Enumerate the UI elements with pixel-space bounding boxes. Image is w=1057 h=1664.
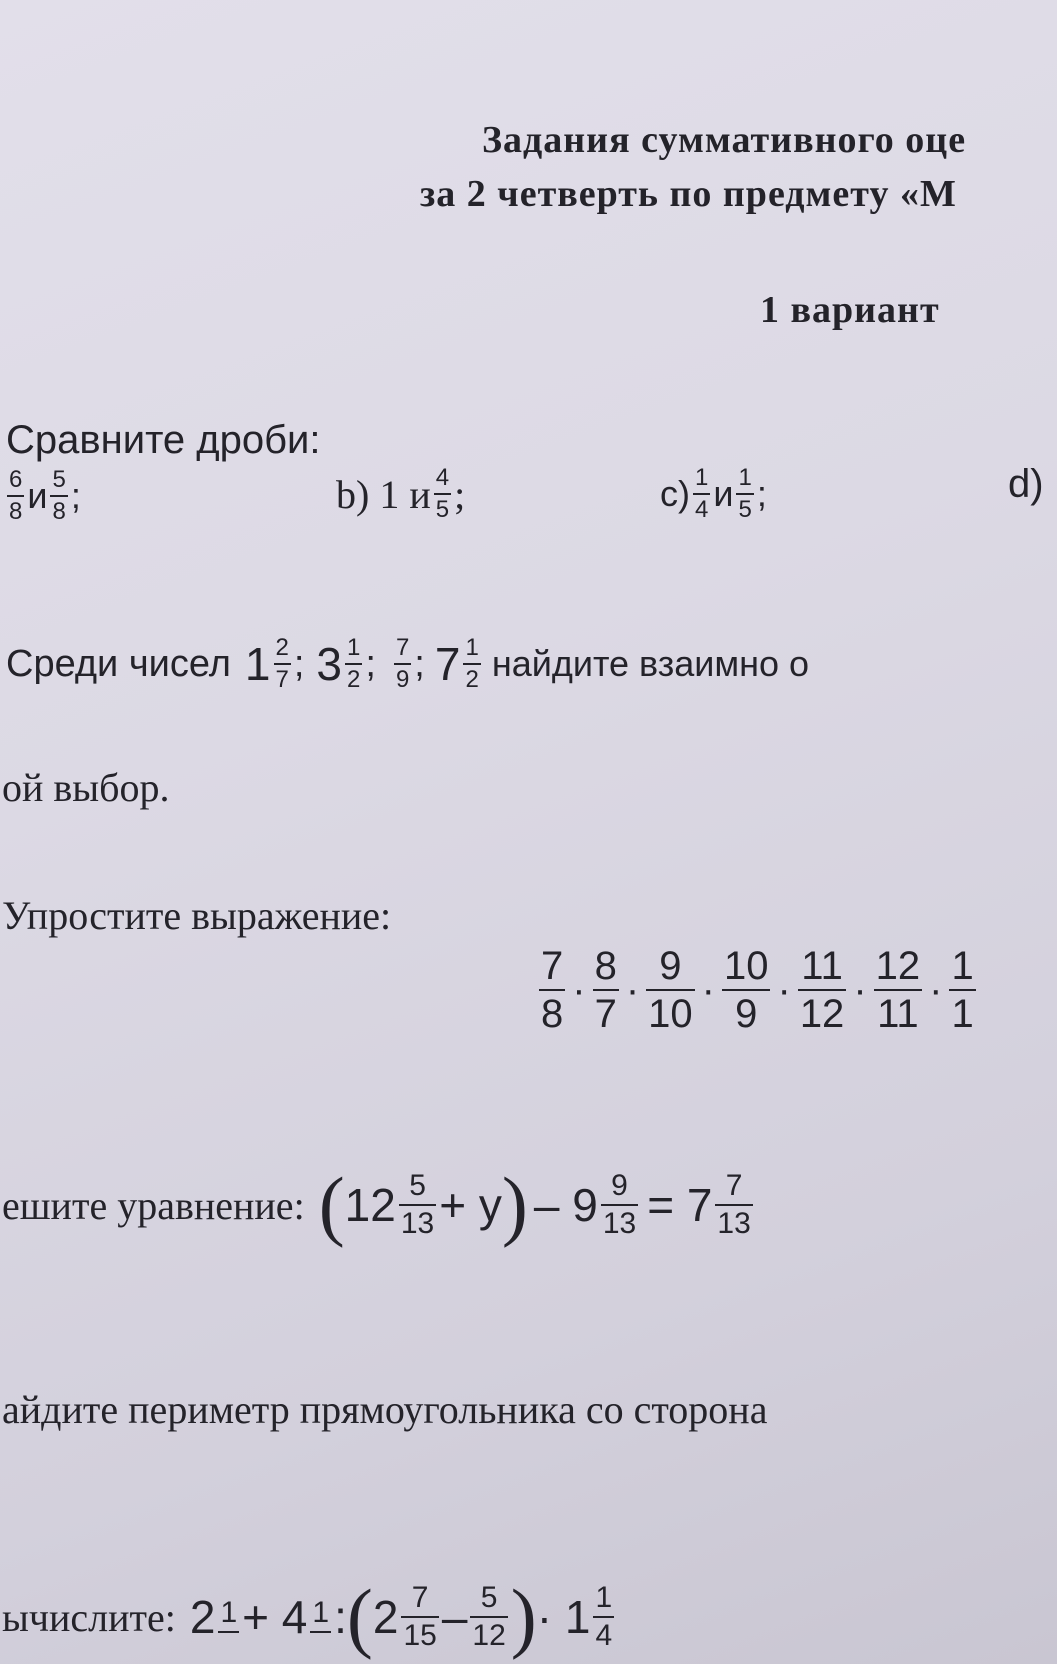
task5-text: айдите периметр прямоугольника со сторона <box>2 1387 768 1432</box>
fraction: $\frac{8}{7}$ <box>594 944 617 1036</box>
fraction: $\frac{5}{12}$ <box>472 1581 506 1652</box>
fraction: $\frac{4}{5}$ <box>435 464 450 523</box>
fraction: $\frac{1}{5}$ <box>738 464 752 523</box>
multiply-dot: · <box>929 967 943 1012</box>
multiply-dot: · <box>701 967 715 1012</box>
header-title-line1: Задания суммативного оце <box>482 119 967 161</box>
multiply-dot: · <box>625 967 640 1012</box>
fraction: 1 <box>310 1598 331 1636</box>
fraction: $\frac{9}{13}$ <box>602 1169 637 1240</box>
task1-item-d: d) <box>1008 462 1044 506</box>
task2-line2: ой выбор. <box>2 765 170 810</box>
fraction: $\frac{2}{7}$ <box>275 634 289 693</box>
fraction: $\frac{10}{9}$ <box>723 944 769 1036</box>
header-title-line2: за 2 четверть по предмету «М <box>420 173 957 215</box>
multiply-dot: · <box>572 967 586 1012</box>
fraction: $\frac{7}{13}$ <box>717 1169 751 1240</box>
fraction: $\frac{11}{12}$ <box>799 944 845 1036</box>
fraction: $\frac{1}{4}$ <box>695 464 709 523</box>
task2-line1: Среди чисел 1 $\frac{2}{7}$ ; 3 $\frac{1}{2}$ ; $\frac{7}{9}$ ; 7 $\frac{1}{2}$ найдите взаимно о <box>6 634 810 693</box>
fraction: $\frac{1}{2}$ <box>465 634 479 693</box>
task3-expression <box>536 946 979 1034</box>
fraction: $\frac{7}{8}$ <box>541 944 564 1036</box>
fraction: $\frac{1}{4}$ <box>595 1581 613 1652</box>
fraction: 1 <box>218 1598 239 1636</box>
multiply-dot: · <box>853 967 867 1012</box>
task3-title: Упростите выражение: <box>2 893 392 938</box>
fraction: $\frac{9}{10}$ <box>648 944 693 1036</box>
fraction: $\frac{5}{8}$ <box>52 466 66 525</box>
task1-item-b: b) 1 и $\frac{4}{5}$ ; <box>336 464 466 523</box>
task4-equation: ешите уравнение: ( 12 $\frac{5}{13}$ + y ) – 9 $\frac{9}{13}$ = 7 $\frac{7}{13}$ <box>2 1161 751 1248</box>
fraction: $\frac{5}{13}$ <box>400 1169 435 1240</box>
multiply-dot: · <box>777 967 791 1012</box>
fraction: $\frac{12}{11}$ <box>875 944 921 1036</box>
task1-item-c: c) $\frac{1}{4}$ и $\frac{1}{5}$ ; <box>660 464 767 523</box>
fraction: $\frac{1}{1}$ <box>951 944 974 1036</box>
task1-item-a: $\frac{6}{8}$ и $\frac{5}{8}$ ; <box>9 466 81 525</box>
variant-label: 1 вариант <box>760 289 940 331</box>
fraction: $\frac{1}{2}$ <box>347 634 361 693</box>
fraction: $\frac{6}{8}$ <box>9 466 23 525</box>
task6-expression: ычислите: 2 1 + 4 1 : ( 2 $\frac{7}{15}$ – $\frac{5}{12}$ ) · 1 $\frac{1}{4}$ <box>2 1573 613 1660</box>
fraction: $\frac{7}{15}$ <box>403 1581 437 1652</box>
fraction: $\frac{7}{9}$ <box>395 634 410 693</box>
task1-title: Сравните дроби: <box>6 418 321 462</box>
